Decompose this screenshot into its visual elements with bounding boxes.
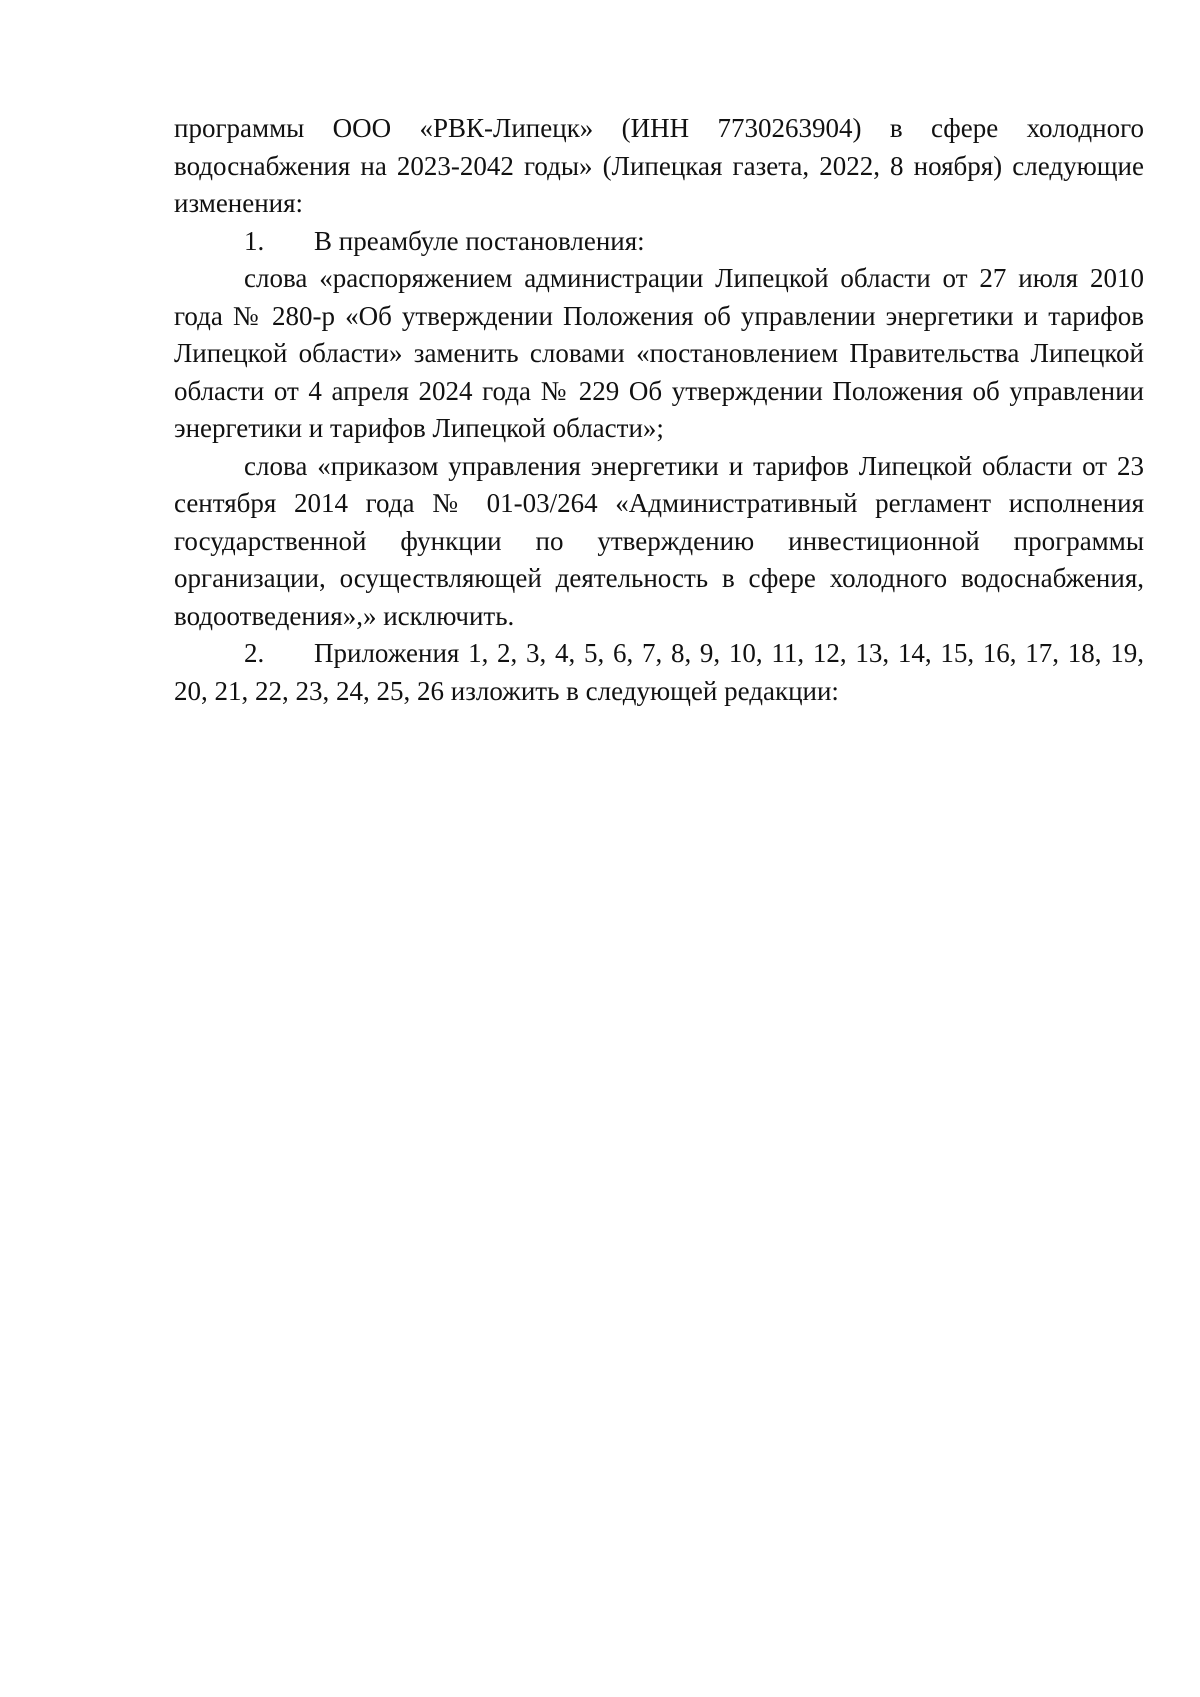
paragraph-replace-words: слова «распоряжением администрации Липецкой области от 27 июля 2010 года № 280-р «Об утверждении Положения об управлении энергетики и тарифов Липецкой области» заменить словами «постановлением Правительства Липецкой области от 4 апреля 2024 года № 229 Об утверждении Положения об управлении энергетики и тарифов Липецкой области»; [174,263,1144,443]
list-item-2-number: 2. [244,638,265,668]
list-item-1-text: В преамбуле постановления: [314,225,645,256]
list-item-1-number: 1. [244,225,265,256]
paragraph-exclude-words: слова «приказом управления энергетики и тарифов Липецкой области от 23 сентября 2014 года № 01-03/264 «Административный регламент исполнения государственной функции по утверждению инвестиционной программы организации, осуществляющей деятельность в сфере холодного водоснабжения, водоотведения»,» исключить. [174,450,1144,631]
document-body [174,110,1144,710]
list-item-2 [174,635,1144,710]
intro-paragraph: программы ООО «РВК-Липецк» (ИНН 7730263904) в сфере холодного водоснабжения на 2023-2042 годы» (Липецкая газета, 2022, 8 ноября) следующие изменения: [174,113,1144,218]
list-item-1 [174,223,1144,261]
list-item-2-text: Приложения 1, 2, 3, 4, 5, 6, 7, 8, 9, 10, 11, 12, 13, 14, 15, 16, 17, 18, 19, 20, 21, 22, 23, 24, 25, 26 изложить в следующей редакции: [174,638,1144,706]
